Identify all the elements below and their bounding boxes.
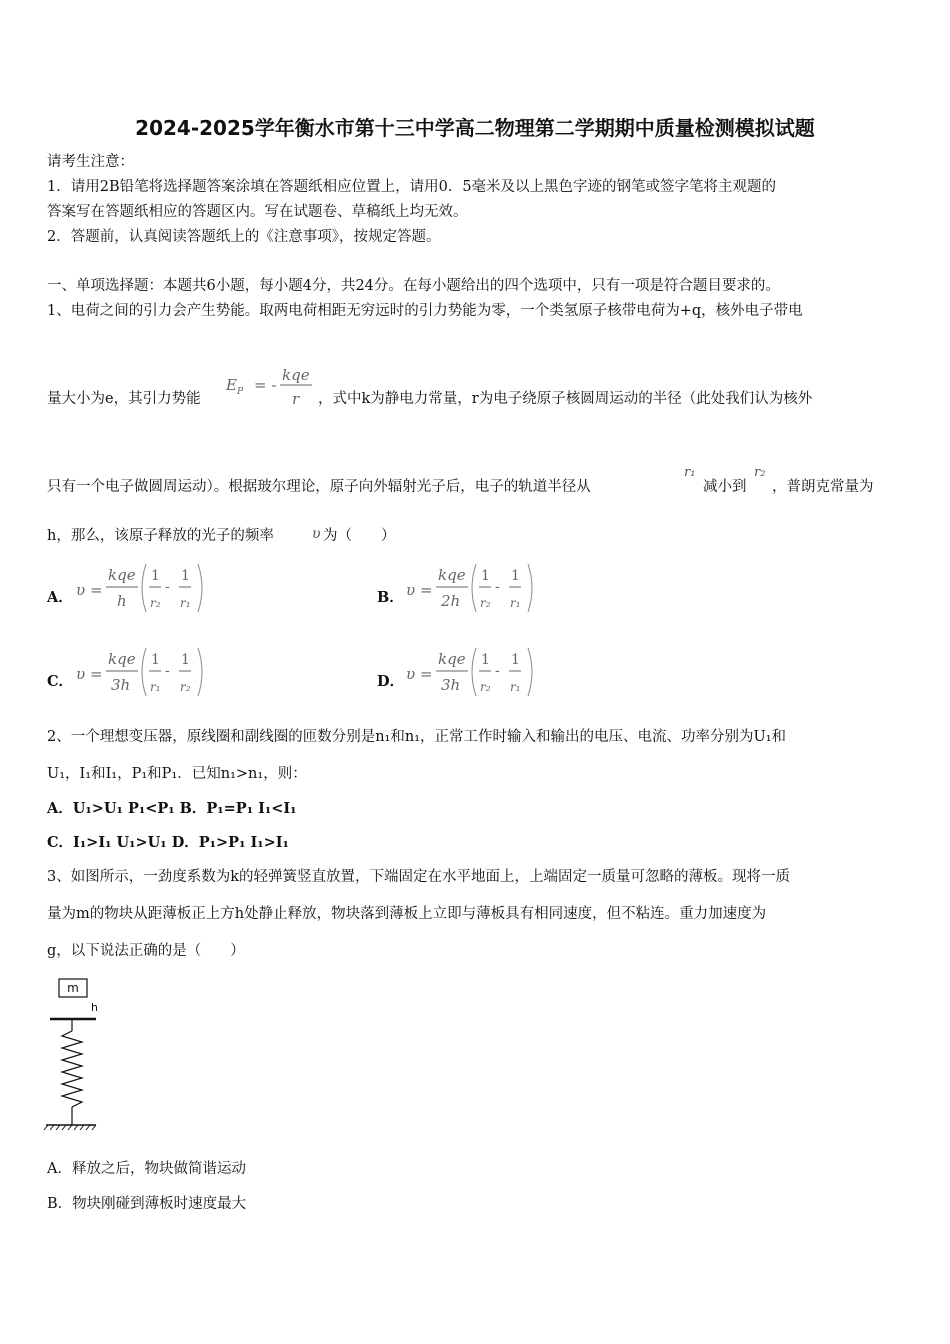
q1-option-d-formula[interactable] <box>404 644 544 700</box>
r2-symbol: r₂ <box>754 465 766 480</box>
svg-text:E: E <box>226 376 237 394</box>
a-den: h <box>117 592 127 610</box>
a-num: kqe <box>108 566 136 584</box>
q1-line4: h，那么，该原子释放的光子的频率 <box>47 528 274 544</box>
svg-text:kqe: kqe <box>282 366 310 384</box>
b-r-b: r₁ <box>510 596 521 610</box>
svg-text:1: 1 <box>511 652 520 668</box>
q3-line3: g，以下说法正确的是（ ） <box>47 943 245 959</box>
c-den: 3h <box>111 676 131 694</box>
q3-option-b[interactable]: B．物块刚碰到薄板时速度最大 <box>47 1196 247 1212</box>
svg-text:1: 1 <box>151 568 160 584</box>
svg-text:-: - <box>495 579 500 595</box>
q3-option-a[interactable]: A．释放之后，物块做简谐运动 <box>47 1161 246 1177</box>
nu-symbol: υ <box>312 526 321 542</box>
c-r-a: r₁ <box>150 680 161 694</box>
svg-text:P: P <box>237 387 244 397</box>
q1-option-b-label[interactable]: B． <box>377 589 404 606</box>
b-num: kqe <box>438 566 466 584</box>
svg-text:=: = <box>90 581 103 599</box>
svg-text:-: - <box>165 663 170 679</box>
q1-line3b: 减小到 <box>703 479 747 495</box>
svg-text:1: 1 <box>181 568 190 584</box>
svg-text:=: = <box>90 665 103 683</box>
svg-text:r: r <box>292 390 300 408</box>
svg-text:1: 1 <box>481 652 490 668</box>
svg-text:=: = <box>420 581 433 599</box>
q1-option-d-label[interactable]: D． <box>377 673 405 690</box>
q2-line2: U₁，I₁和I₁，P₁和P₁．已知n₁>n₁，则： <box>47 766 307 782</box>
d-num: kqe <box>438 650 466 668</box>
notice-item-2: 2．答题前，认真阅读答题纸上的《注意事项》，按规定答题。 <box>47 229 441 245</box>
d-den: 3h <box>441 676 461 694</box>
b-r-a: r₂ <box>480 596 491 610</box>
a-r-b: r₁ <box>180 596 191 610</box>
q3-line1: 3、如图所示，一劲度系数为k的轻弹簧竖直放置，下端固定在水平地面上，上端固定一质量可忽略的薄板。现将一质 <box>47 869 791 885</box>
q1-option-a-label[interactable]: A． <box>47 589 73 606</box>
mass-label: m <box>67 981 79 995</box>
q1-option-c-label[interactable]: C． <box>47 673 74 690</box>
height-label: h <box>91 1001 98 1014</box>
q1-option-c-formula[interactable] <box>74 644 214 700</box>
d-r-b: r₁ <box>510 680 521 694</box>
svg-text:-: - <box>165 579 170 595</box>
svg-text:1: 1 <box>511 568 520 584</box>
r1-symbol: r₁ <box>684 465 696 480</box>
q3-line2: 量为m的物块从距薄板正上方h处静止释放，物块落到薄板上立即与薄板具有相同速度，但不粘连。重力加速度为 <box>47 906 767 922</box>
q1-line2b: ，式中k为静电力常量，r为电子绕原子核圆周运动的半径（此处我们认为核外 <box>318 391 813 407</box>
page-title: 2024-2025学年衡水市第十三中学高二物理第二学期期中质量检测模拟试题 <box>135 116 815 140</box>
q1-line3c: ，普朗克常量为 <box>772 479 874 495</box>
a-nu: υ <box>76 581 86 599</box>
spring-figure <box>42 975 112 1135</box>
d-nu: υ <box>406 665 416 683</box>
a-r-a: r₂ <box>150 596 161 610</box>
c-nu: υ <box>76 665 86 683</box>
q1-option-b-formula[interactable] <box>404 560 544 616</box>
section-heading: 一、单项选择题：本题共6小题，每小题4分，共24分。在每小题给出的四个选项中，只有一项是符合题目要求的。 <box>47 278 780 294</box>
b-den: 2h <box>441 592 461 610</box>
svg-text:-: - <box>495 663 500 679</box>
q1-line3a: 只有一个电子做圆周运动）。根据玻尔理论，原子向外辐射光子后，电子的轨道半径从 <box>47 479 591 495</box>
q2-options-ab[interactable]: A．U₁>U₁ P₁<P₁ B．P₁=P₁ I₁<I₁ <box>47 800 297 817</box>
c-r-b: r₂ <box>180 680 191 694</box>
d-r-a: r₂ <box>480 680 491 694</box>
b-nu: υ <box>406 581 416 599</box>
c-num: kqe <box>108 650 136 668</box>
q1-option-a-formula[interactable] <box>74 560 214 616</box>
ep-formula <box>222 362 318 412</box>
notice-item-1a: 1．请用2B铅笔将选择题答案涂填在答题纸相应位置上，请用0．5毫米及以上黑色字迹的钢笔或签字笔将主观题的 <box>47 179 777 195</box>
q2-options-cd[interactable]: C．I₁>I₁ U₁>U₁ D．P₁>P₁ I₁>I₁ <box>47 834 289 851</box>
q1-line1: 1、电荷之间的引力会产生势能。取两电荷相距无穷远时的引力势能为零，一个类氢原子核带电荷为+q，核外电子带电 <box>47 303 803 319</box>
q1-line4b: 为（ ） <box>323 528 396 544</box>
svg-text:1: 1 <box>481 568 490 584</box>
notice-heading: 请考生注意： <box>47 154 134 170</box>
q2-line1: 2、一个理想变压器，原线圈和副线圈的匝数分别是n₁和n₁，正常工作时输入和输出的电压、电流、功率分别为U₁和 <box>47 729 787 745</box>
spring <box>62 1031 82 1107</box>
svg-text:1: 1 <box>151 652 160 668</box>
notice-item-1b: 答案写在答题纸相应的答题区内。写在试题卷、草稿纸上均无效。 <box>47 204 468 220</box>
svg-text:= -: = - <box>254 376 277 394</box>
svg-text:=: = <box>420 665 433 683</box>
q1-line2a: 量大小为e，其引力势能 <box>47 391 201 407</box>
svg-text:1: 1 <box>181 652 190 668</box>
